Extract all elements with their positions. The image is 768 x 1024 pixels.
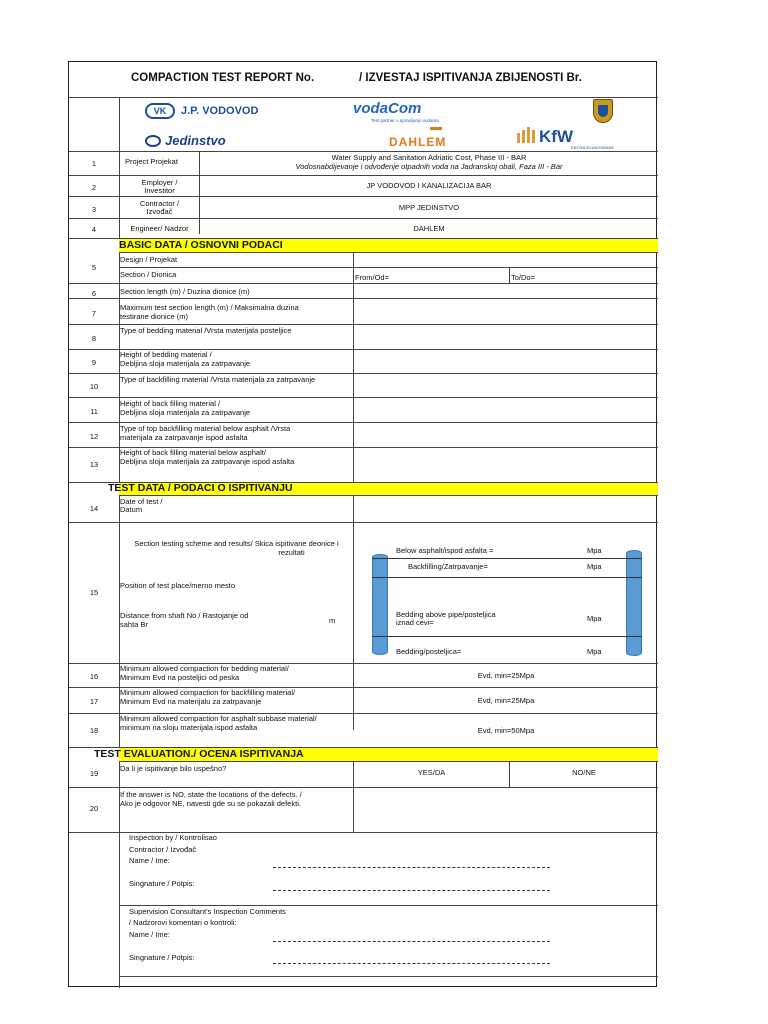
top-backfill-height-label-local: Debljina sloja materijala za zatrpavanje ispod asfalta	[120, 457, 295, 466]
row-number: 6	[91, 289, 97, 298]
distance-unit: m	[329, 616, 336, 625]
section-length-label: Section length (m) / Duzina dionice (m)	[120, 287, 250, 296]
supervision-signature-line[interactable]	[273, 963, 550, 964]
basic-data-title: BASIC DATA / OSNOVNI PODACI	[119, 239, 283, 251]
supervision-comments-label: Supervision Consultant's Inspection Comments	[129, 907, 286, 916]
vodovod-logo-text: J.P. VODOVOD	[181, 105, 259, 117]
kfw-logo-text: KfW	[539, 127, 573, 146]
backfill-type-label: Type of backfilling material /Vrsta materijala za zatrpavanje	[120, 375, 316, 384]
row-number: 11	[90, 407, 98, 416]
inspection-signature-label: Singnature / Potpis:	[129, 879, 195, 888]
layer-unit: Mpa	[587, 647, 602, 656]
contractor-value: MPP JEDINSTVO	[398, 203, 460, 212]
employer-label: Employer /	[141, 178, 178, 187]
layer-bedding-above-local: iznad cevi=	[396, 618, 434, 627]
basic-data-header	[119, 238, 658, 253]
row-number: 19	[89, 769, 99, 778]
title-en: COMPACTION TEST REPORT No.	[131, 72, 315, 84]
employer-label-local: Investitor	[144, 186, 175, 195]
right-shaft-icon	[626, 550, 642, 656]
layer-bedding: Bedding/posteljica=	[396, 647, 462, 656]
logo-strip	[119, 97, 658, 151]
kfw-bars-icon	[517, 133, 520, 143]
defects-instruction: If the answer is NO, state the locations of the defects. /	[120, 790, 302, 799]
min-asphalt-value: Evd, min=50Mpa	[477, 726, 535, 735]
pipe-diagram	[354, 523, 658, 663]
inspection-name-label: Name / Ime:	[129, 856, 170, 865]
jedinstvo-logo-icon	[145, 135, 161, 147]
report-title	[69, 62, 658, 97]
min-backfill-label: Minimum allowed compaction for backfilling material/	[120, 688, 296, 697]
supervision-name-line[interactable]	[273, 941, 550, 942]
to-label: To/Do=	[511, 273, 535, 282]
top-backfill-height-label: Height of back filling material below asphalt/	[120, 448, 266, 457]
test-date-label: Date of test /	[120, 497, 163, 506]
inspection-name-line[interactable]	[273, 867, 550, 868]
layer-unit: Mpa	[587, 562, 602, 571]
from-label: From/Od=	[355, 273, 389, 282]
supervision-signature-label: Singnature / Potpis:	[129, 953, 195, 962]
left-shaft-icon	[372, 554, 388, 655]
row-number: 12	[89, 432, 99, 441]
dahlem-logo-text: DAHLEM	[389, 135, 447, 149]
employer-value: JP VODOVOD I KANALIZACIJA BAR	[366, 181, 492, 190]
layer-backfilling: Backfilling/Zatrpavanje=	[408, 562, 488, 571]
row-number: 18	[89, 726, 99, 735]
test-data-title: TEST DATA / PODACI O ISPITIVANJU	[108, 482, 293, 494]
evaluation-header	[94, 747, 658, 762]
row-number: 3	[91, 205, 97, 214]
dahlem-mark-icon	[430, 127, 442, 130]
scheme-label: Section testing scheme and results/ Skica ispitivane deonice i	[134, 539, 339, 548]
layer-below-asphalt: Below asphalt/ispod asfalta =	[396, 546, 494, 555]
backfill-height-label-local: Debljina sloja materijala za zatrpavanje	[120, 408, 251, 417]
section-label: Section / Dionica	[120, 270, 177, 279]
min-asphalt-label: Minimum allowed compaction for asphalt subbase material/	[120, 714, 317, 723]
supervision-comments-label-local: / Nadzorovi komentari o kontroli:	[129, 918, 237, 927]
layer-unit: Mpa	[587, 546, 602, 555]
row-number: 17	[89, 697, 99, 706]
max-length-label-local: testirane dionice (m)	[120, 312, 188, 321]
inspection-by-label: Inspection by / Kontrolisao	[129, 833, 217, 842]
row-number: 15	[89, 588, 99, 597]
min-backfill-value: Evd, min=25Mpa	[477, 696, 535, 705]
jedinstvo-logo-text: Jedinstvo	[165, 133, 226, 148]
row-number: 13	[89, 460, 99, 469]
layer-bedding-above: Bedding above pipe/posteljica	[396, 610, 496, 619]
backfill-height-label: Height of back filling material /	[120, 399, 221, 408]
min-backfill-label-local: Minimum Evd na materijalu za zatrpavanje	[120, 697, 262, 706]
bedding-height-label-local: Debljina sloja materijala za zatrpavanje	[120, 359, 251, 368]
contractor-label: Contractor /	[139, 199, 180, 208]
row-number: 16	[89, 672, 99, 681]
max-length-label: Maximum test section length (m) / Maksimalna duzina	[120, 303, 299, 312]
engineer-value: DAHLEM	[413, 224, 445, 233]
engineer-label: Engineer/ Nadzor	[130, 224, 189, 233]
vodacom-logo-text: vodaCom	[353, 100, 422, 117]
yes-option[interactable]: YES/DA	[417, 768, 446, 777]
kfw-tagline: ENTWICKLUNGSBANK	[571, 145, 615, 150]
row-number: 5	[91, 263, 97, 272]
row-number: 14	[89, 504, 99, 513]
bedding-type-label: Type of bedding material /Vrsta materijala posteljice	[120, 326, 292, 335]
vodacom-tagline: Test partner u upravljanju vodama	[371, 118, 439, 123]
distance-label-local: sahta Br	[120, 620, 148, 629]
test-data-header	[108, 482, 658, 496]
inspection-signature-line[interactable]	[273, 890, 550, 891]
min-bedding-label-local: Minimum Evd na posteljici od peska	[120, 673, 240, 682]
top-backfill-type-label-local: materijala za zatrpavanje ispod asfalta	[120, 433, 248, 442]
top-backfill-type-label: Type of top backfilling material below asphalt /Vrsta	[120, 424, 291, 433]
success-question: Da li je ispitivanje bilo uspešno?	[120, 764, 227, 773]
no-option[interactable]: NO/NE	[572, 768, 596, 777]
test-date-label-local: Datum	[120, 505, 143, 514]
row-number: 4	[91, 225, 97, 234]
distance-label: Distance from shaft No / Rastojanje od	[120, 611, 249, 620]
report-sheet	[68, 61, 657, 987]
row-number: 7	[91, 309, 97, 318]
min-asphalt-label-local: minimum na sloju materijala ispod asfalta	[120, 723, 258, 732]
contractor-label-local: Izvođač	[146, 207, 173, 216]
row-number: 10	[89, 382, 99, 391]
coat-of-arms-icon	[593, 99, 613, 123]
supervision-name-label: Name / Ime:	[129, 930, 170, 939]
position-label: Position of test place/merno mesto	[120, 581, 236, 590]
row-number: 8	[91, 334, 97, 343]
row-number: 20	[89, 804, 99, 813]
inspection-contractor-label: Contractor / Izvođač	[129, 845, 197, 854]
min-bedding-label: Minimum allowed compaction for bedding material/	[120, 664, 289, 673]
row-number: 9	[91, 358, 97, 367]
bedding-height-label: Height of bedding material /	[120, 350, 212, 359]
design-label: Design / Projekat	[120, 255, 178, 264]
title-local: / IZVESTAJ ISPITIVANJA ZBIJENOSTI Br.	[359, 72, 582, 84]
layer-unit: Mpa	[587, 614, 602, 623]
project-value-en: Water Supply and Sanitation Adriatic Cost, Phase III - BAR	[331, 153, 527, 162]
scheme-label-local: rezultati	[278, 548, 305, 557]
project-label: Project Projekat	[125, 157, 178, 166]
evaluation-title: TEST EVALUATION./ OCENA ISPITIVANJA	[94, 748, 304, 760]
defects-instruction-local: Ako je odgovor NE, navesti gde su se pokazali defekti.	[120, 799, 301, 808]
project-value-local: Vodosnabdijevanje i odvođenje otpadnih voda na Jadranskoj obali, Faza III - Bar	[295, 162, 563, 171]
min-bedding-value: Evd, min=25Mpa	[477, 671, 535, 680]
vodovod-logo-icon: VK	[145, 103, 175, 119]
row-number: 2	[91, 183, 97, 192]
row-number: 1	[91, 159, 97, 168]
